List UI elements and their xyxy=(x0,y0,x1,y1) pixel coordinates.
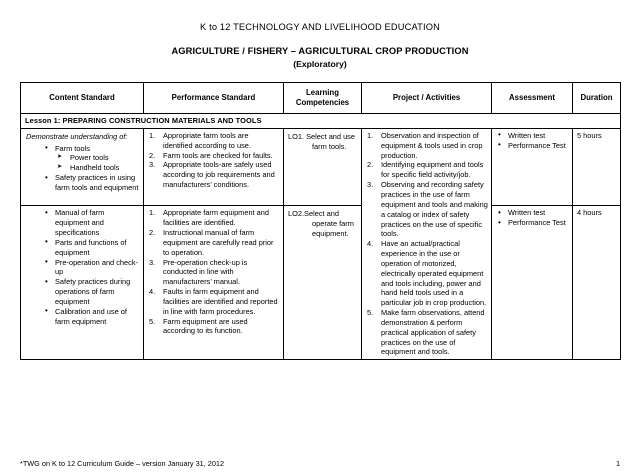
list-item xyxy=(43,144,140,174)
learning-outcome-text: Select and operate farm equipment. xyxy=(304,209,354,239)
list-item: Instructional manual of farm equipment are carefully read prior to operation. xyxy=(163,228,274,257)
column-header-assessment: Assessment xyxy=(492,83,573,114)
cell-assessment xyxy=(492,206,573,360)
list-item: • Pre-operation and check-up xyxy=(43,258,140,278)
column-header-content-standard: Content Standard xyxy=(21,83,144,114)
list-item xyxy=(288,209,358,239)
list-item: Pre-operation check-up is conducted in line with manufacturers’ manual. xyxy=(163,257,248,287)
column-header-duration: Duration xyxy=(573,83,621,114)
cell-duration: 5 hours xyxy=(573,128,621,205)
document-subtitle-secondary: (Exploratory) xyxy=(293,58,347,69)
table-row xyxy=(21,206,621,360)
list-item: Appropriate farm equipment and facilities are identified. xyxy=(163,208,269,228)
list-item: • Safety practices in using farm tools and equipment xyxy=(43,173,140,193)
lesson-heading-row xyxy=(21,114,621,129)
column-header-learning-competencies: Learning Competencies xyxy=(284,83,362,114)
cell-duration: 4 hours xyxy=(573,206,621,360)
list-item: • Parts and functions of equipment xyxy=(43,238,140,258)
content-standard-bullet-list xyxy=(43,144,140,193)
list-item: Have an actual/practical experience in the use or operation of motorized, electrically operated equipment and tools including, power and hand held tools used in a particular job in crop production. xyxy=(381,239,487,308)
learning-competency-list xyxy=(288,131,358,152)
list-item: Identifying equipment and tools for specific field activity/job. xyxy=(381,160,484,180)
page-footer xyxy=(20,459,620,468)
list-item: • Manual of farm equipment and specifications xyxy=(43,208,140,238)
learning-outcome-tag: LO1. xyxy=(288,131,305,141)
cell-content-standard xyxy=(21,206,144,360)
assessment-list xyxy=(496,208,569,228)
document-page xyxy=(0,22,640,475)
footer-source-note: *TWG on K to 12 Curriculum Guide – version January 31, 2012 xyxy=(20,459,225,468)
table-header-row xyxy=(21,83,621,114)
column-header-performance-standard: Performance Standard xyxy=(144,83,284,114)
list-item: • Performance Test xyxy=(496,218,569,228)
learning-outcome-tag: LO2. xyxy=(288,209,305,219)
cell-performance-standard xyxy=(144,128,284,205)
cell-project-activities xyxy=(362,128,492,359)
list-item: ➤ Power tools xyxy=(57,153,140,163)
cell-learning-competencies xyxy=(284,206,362,360)
list-item: • Written test xyxy=(496,131,569,141)
list-item: Appropriate farm tools are identified according to use. xyxy=(163,130,251,150)
table-row xyxy=(21,128,621,205)
learning-outcome-text: Select and use farm tools. xyxy=(306,131,355,151)
footer-page-number: 1 xyxy=(615,459,620,468)
list-item: • Safety practices during operations of farm equipment xyxy=(43,277,140,307)
list-item: Observing and recording safety practices in the use of farm equipment and tools and making a catalog or index of safety practices on the use of specific tools. xyxy=(381,180,488,239)
list-item: • Written test xyxy=(496,208,569,218)
list-item: Faults in farm equipment and facilities are identified and reported in line with farm procedures. xyxy=(163,287,278,316)
list-item xyxy=(288,132,358,152)
lesson-heading: Lesson 1: PREPARING CONSTRUCTION MATERIALS AND TOOLS xyxy=(21,114,621,129)
list-item: Observation and inspection of equipment & tools used in crop production. xyxy=(381,130,483,160)
list-item: ➤ Handheld tools xyxy=(57,163,140,173)
list-item: Farm tools are checked for faults. xyxy=(163,150,273,160)
assessment-list xyxy=(496,131,569,151)
curriculum-guide-table xyxy=(20,82,621,360)
list-item: Appropriate tools-are safely used according to job requirements and manufacturers’ conditions. xyxy=(163,160,275,190)
project-activities-list xyxy=(366,131,488,357)
performance-standard-list xyxy=(148,131,280,190)
cell-performance-standard xyxy=(144,206,284,360)
list-item: • Calibration and use of farm equipment xyxy=(43,307,140,327)
list-item: Make farm observations, attend demonstration & perform practical application of safety practices on the use of equipment and tools. xyxy=(381,308,485,357)
performance-standard-list xyxy=(148,208,280,336)
list-item: • Performance Test xyxy=(496,141,569,151)
cell-assessment xyxy=(492,128,573,205)
learning-competency-list xyxy=(288,208,358,239)
list-item: Farm equipment are used according to its function. xyxy=(163,316,248,336)
cell-learning-competencies xyxy=(284,128,362,205)
document-title: K to 12 TECHNOLOGY AND LIVELIHOOD EDUCATION xyxy=(200,22,440,32)
content-standard-sub-list xyxy=(55,153,140,173)
document-subtitle: AGRICULTURE / FISHERY – AGRICULTURAL CROP PRODUCTION xyxy=(171,46,469,57)
cell-content-standard xyxy=(21,128,144,205)
column-header-project-activities: Project / Activities xyxy=(362,83,492,114)
content-standard-bullet-list xyxy=(43,208,140,326)
content-standard-intro: Demonstrate understanding of: xyxy=(26,131,128,141)
list-item-label: Farm tools xyxy=(55,143,90,153)
